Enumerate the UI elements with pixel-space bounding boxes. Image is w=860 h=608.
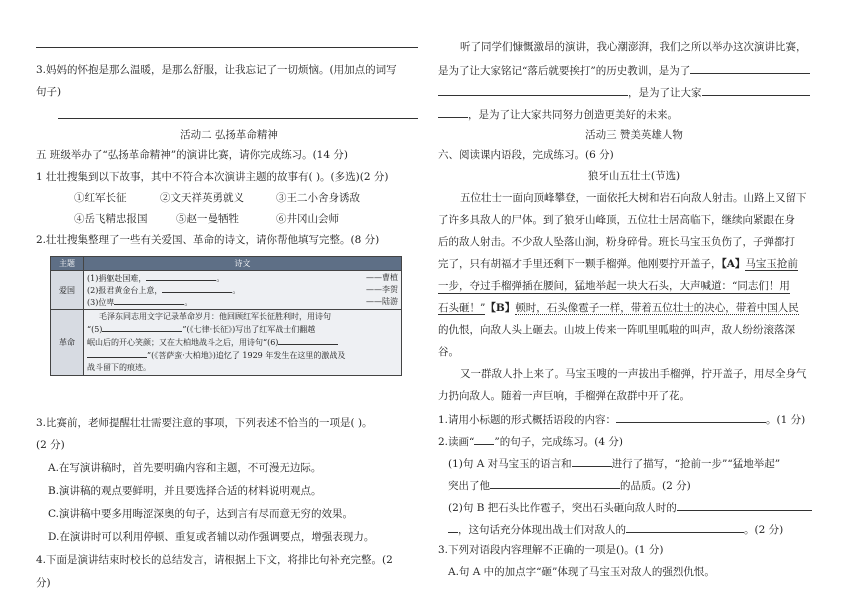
category-revolution: 革命 bbox=[51, 310, 84, 376]
table-head-topic: 主题 bbox=[51, 257, 84, 271]
passage-line: 力扔向敌人。随着一声巨响，手榴弹在敌群中开了花。 bbox=[438, 390, 690, 402]
q3-line2: 句子) bbox=[36, 86, 62, 98]
q6-3-option-a: A.句 A 中的加点字“砸”体现了马宝玉对敌人的强烈仇恨。 bbox=[448, 566, 715, 578]
activity3-title: 活动三 赞美英雄人物 bbox=[585, 129, 683, 141]
passage-line: 完了，只有胡福才手里还剩下一颗手榴弹。他刚要拧开盖子，【A】马宝玉抢前 bbox=[438, 258, 798, 270]
q5-1: 1 壮壮搜集到以下故事，其中不符合本次演讲主题的故事有( )。(多选)(2 分) bbox=[36, 171, 389, 183]
poem-blank[interactable] bbox=[87, 349, 147, 358]
q5-3-line2: (2 分) bbox=[36, 439, 65, 451]
passage-line: 谷。 bbox=[438, 346, 459, 358]
passage-line: 又一群敌人扑上来了。马宝玉嗖的一声拔出手榴弹，拧开盖子，用尽全身气 bbox=[460, 368, 807, 380]
answer-line[interactable] bbox=[36, 47, 418, 48]
answer-blank[interactable] bbox=[572, 455, 612, 467]
marker-a: 【A】 bbox=[721, 258, 746, 270]
option-5: ⑤赵一曼牺牲 bbox=[176, 213, 239, 225]
table-head-poem: 诗文 bbox=[84, 257, 402, 271]
q5-3-option-a: A.在写演讲稿时，首先要明确内容和主题，不可漫无边际。 bbox=[48, 462, 322, 474]
category-patriot: 爱国 bbox=[51, 271, 84, 310]
passage-line: 五位壮士一面向顶峰攀登，一面依托大树和岩石向敌人射击。山路上又留下 bbox=[460, 192, 807, 204]
q6-2-1-line2: 突出了他 的品质。(2 分) bbox=[448, 477, 691, 493]
q3-line1: 3.妈妈的怀抱是那么温暖，是那么舒服，让我忘记了一切烦恼。(用加点的词写 bbox=[36, 64, 397, 76]
q5-4-line2: 分) bbox=[36, 577, 51, 589]
answer-blank[interactable] bbox=[626, 521, 744, 533]
q5-4-line1: 4.下面是演讲结束时校长的总结发言，请根据上下文，将排比句补充完整。(2 bbox=[36, 554, 393, 566]
poem-line: (1)捐躯赴国难， 。 ——曹植 bbox=[87, 273, 398, 283]
q6-2-2-line2: ，这句话充分体现出战士们对敌人的 。(2 分) bbox=[448, 521, 783, 537]
option-1: ①红军长征 bbox=[74, 192, 127, 204]
q6-1: 1.请用小标题的形式概括语段的内容： 。(1 分) bbox=[438, 411, 805, 427]
speech-line1: 听了同学们慷慨激昂的演讲，我心潮澎湃，我们之所以举办这次演讲比赛， bbox=[460, 41, 807, 53]
passage-line: 石头砸！”【B】顿时，石头像雹子一样，带着五位壮士的决心，带着中国人民 bbox=[438, 302, 799, 314]
q5-3-option-b: B.演讲稿的观点要鲜明，并且要选择合适的材料说明观点。 bbox=[48, 485, 322, 497]
revolution-poems bbox=[84, 310, 402, 376]
poem-line: (2)报君黄金台上意， 。 ——李贺 bbox=[87, 285, 398, 295]
speech-blank[interactable] bbox=[438, 84, 628, 96]
answer-blank[interactable] bbox=[616, 411, 766, 423]
q5-2: 2.壮壮搜集整理了一些有关爱国、革命的诗文，请你帮他填写完整。(8 分) bbox=[36, 234, 380, 246]
passage-line: 的仇恨，向敌人头上砸去。山坡上传来一阵叽里呱啦的叫声，敌人纷纷滚落深 bbox=[438, 324, 795, 336]
passage-title: 狼牙山五壮士(节选) bbox=[587, 170, 681, 182]
speech-line3: ，是为了让大家 bbox=[438, 84, 810, 100]
q5-3-line1: 3.比赛前，老师提醒壮壮需要注意的事项，下列表述不恰当的一项是( )。 bbox=[36, 417, 373, 429]
q5-title: 五 班级举办了“弘扬革命精神”的演讲比赛，请你完成练习。(14 分) bbox=[36, 149, 348, 161]
speech-line2: 是为了让大家铭记“落后就要挨打”的历史教训，是为了 bbox=[438, 62, 810, 78]
answer-blank[interactable] bbox=[677, 499, 812, 511]
patriot-poems bbox=[84, 271, 402, 310]
passage-line: 一步，夺过手榴弹插在腰间，猛地举起一块大石头，大声喊道：“同志们！用 bbox=[438, 280, 790, 292]
poem-line: (3)位卑 。 ——陆游 bbox=[87, 297, 398, 307]
speech-line4: ，是为了让大家共同努力创造更美好的未来。 bbox=[438, 106, 678, 122]
option-4: ④岳飞精忠报国 bbox=[74, 213, 148, 225]
answer-line[interactable] bbox=[58, 118, 418, 119]
poem-blank[interactable] bbox=[278, 336, 338, 345]
poem-blank[interactable] bbox=[102, 323, 182, 332]
speech-blank[interactable] bbox=[438, 106, 468, 118]
poem-blank[interactable] bbox=[114, 296, 184, 305]
option-6: ⑥井冈山会师 bbox=[276, 213, 339, 225]
q6-3: 3.下列对语段内容理解不正确的一项是()。(1 分) bbox=[438, 544, 664, 556]
revolution-text: 战斗留下的痕迹。 bbox=[87, 363, 151, 372]
answer-blank[interactable] bbox=[490, 477, 620, 489]
passage-line: 了许多具敌人的尸体。到了狼牙山峰顶，五位壮士居高临下，继续向紧跟在身 bbox=[438, 214, 795, 226]
marker-b: 【B】 bbox=[485, 302, 516, 314]
option-3: ③王二小舍身诱敌 bbox=[276, 192, 360, 204]
q5-3-option-c: C.演讲稿中要多用晦涩深奥的句子，达到言有尽而意无穷的效果。 bbox=[48, 508, 353, 520]
poem-blank[interactable] bbox=[162, 284, 232, 293]
q6-2: 2.读画“ ”的句子，完成练习。(4 分) bbox=[438, 433, 623, 449]
answer-blank[interactable] bbox=[474, 433, 494, 445]
poem-table bbox=[50, 256, 402, 376]
revolution-text: 毛泽东同志用文字记录革命岁月：他回顾红军长征胜利时，用诗句 bbox=[99, 312, 331, 321]
activity2-title: 活动二 弘扬革命精神 bbox=[180, 129, 278, 141]
poem-blank[interactable] bbox=[146, 272, 216, 281]
option-2: ②文天祥英勇就义 bbox=[160, 192, 244, 204]
q6-title: 六、阅读课内语段，完成练习。(6 分) bbox=[438, 149, 614, 161]
q6-2-1: (1)句 A 对马宝玉的语言和 进行了描写，“抢前一步”“猛地举起” bbox=[448, 455, 780, 471]
speech-blank[interactable] bbox=[702, 84, 810, 96]
q6-2-2: (2)句 B 把石头比作雹子，突出石头砸向敌人时的 bbox=[448, 499, 812, 515]
speech-blank[interactable] bbox=[690, 62, 810, 74]
revolution-text: “(5) ”(《七律·长征》)写出了红军战士们翻越 bbox=[87, 325, 316, 334]
revolution-text: 岷山后的开心笑颜；又在大柏地战斗之后，用诗句“(6) bbox=[87, 336, 398, 349]
passage-line: 后的敌人射击。不少敌人坠落山涧，粉身碎骨。班长马宝玉负伤了，子弹都打 bbox=[438, 236, 795, 248]
answer-blank[interactable] bbox=[448, 521, 458, 533]
q5-3-option-d: D.在演讲时可以利用停顿、重复或者辅以动作强调要点，增强表现力。 bbox=[48, 531, 375, 543]
revolution-text: ”(《菩萨蛮·大柏地》)追忆了 1929 年发生在这里的激战及 bbox=[87, 349, 398, 362]
